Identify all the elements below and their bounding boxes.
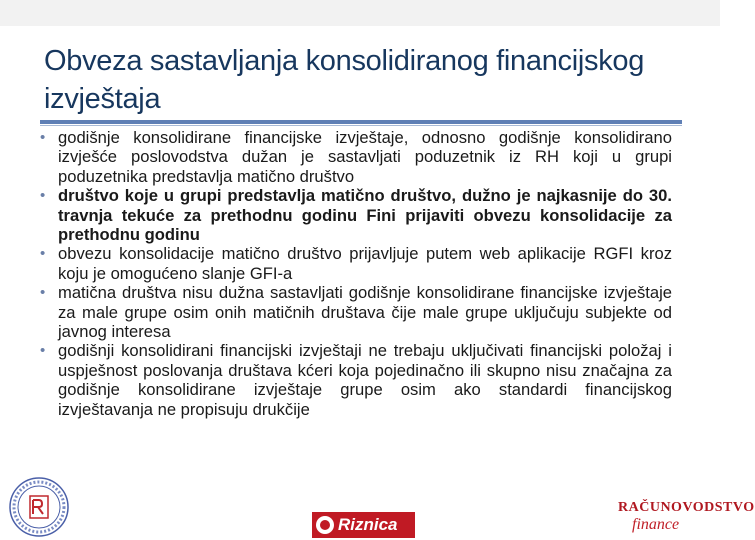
bullet-text: matična društva nisu dužna sastavljati godišnje konsolidirane financijske izvještaje za male grupe osim onih matičnih društava čije male grupe uključuju subjekte od javnog interesa bbox=[58, 283, 672, 342]
bullet-text: društvo koje u grupi predstavlja matično društvo, dužno je najkasnije do 30. travnja tekuće za prethodnu godinu Fini prijaviti obvezu konsolidacije za prethodnu godinu bbox=[58, 186, 672, 245]
bullet-list bbox=[40, 128, 672, 419]
bullet-dot-icon: • bbox=[40, 284, 46, 302]
logo-line1: RAČUNOVODSTVO bbox=[618, 500, 755, 515]
bullet-text: godišnje konsolidirane financijske izvještaje, odnosno godišnje konsolidirano izvješće poslovodstva dužan je sastavljati poduzetnik iz RH koji u grupi poduzetnika predstavlja matično društvo bbox=[58, 128, 672, 186]
bullet-item bbox=[40, 341, 672, 419]
bullet-dot-icon: • bbox=[40, 245, 46, 263]
bullet-text: obvezu konsolidacije matično društvo prijavljuje putem web aplikacije RGFI kroz koju je omogućeno slanje GFI-a bbox=[58, 244, 672, 283]
bullet-item bbox=[40, 283, 672, 341]
top-band bbox=[0, 0, 720, 26]
title-underline bbox=[40, 120, 682, 124]
association-seal-logo bbox=[8, 476, 70, 538]
title-underline-thin bbox=[40, 125, 682, 126]
bullet-text: godišnji konsolidirani financijski izvještaji ne trebaju uključivati financijski položaj i uspješnost poslovanja društava kćeri koja pojedinačno ili skupno nisu značajna za godišnje konsolidirane izvještaje grupe osim ako standardi financijskog izvještavanja ne propisuju drukčije bbox=[58, 341, 672, 419]
bullet-item bbox=[40, 244, 672, 283]
bullet-dot-icon: • bbox=[40, 342, 46, 360]
riznica-mark-icon bbox=[316, 516, 334, 534]
riznica-logo bbox=[312, 512, 415, 538]
bullet-item bbox=[40, 186, 672, 244]
riznica-logo-text: Riznica bbox=[338, 515, 398, 534]
bullet-dot-icon: • bbox=[40, 187, 46, 205]
slide-title: Obveza sastavljanja konsolidiranog financijskog izvještaja bbox=[44, 45, 645, 115]
logo-line2: finance bbox=[632, 516, 680, 533]
racunovodstvo-finance-logo bbox=[618, 500, 755, 538]
bullet-dot-icon: • bbox=[40, 129, 46, 146]
bullet-item bbox=[40, 128, 672, 186]
